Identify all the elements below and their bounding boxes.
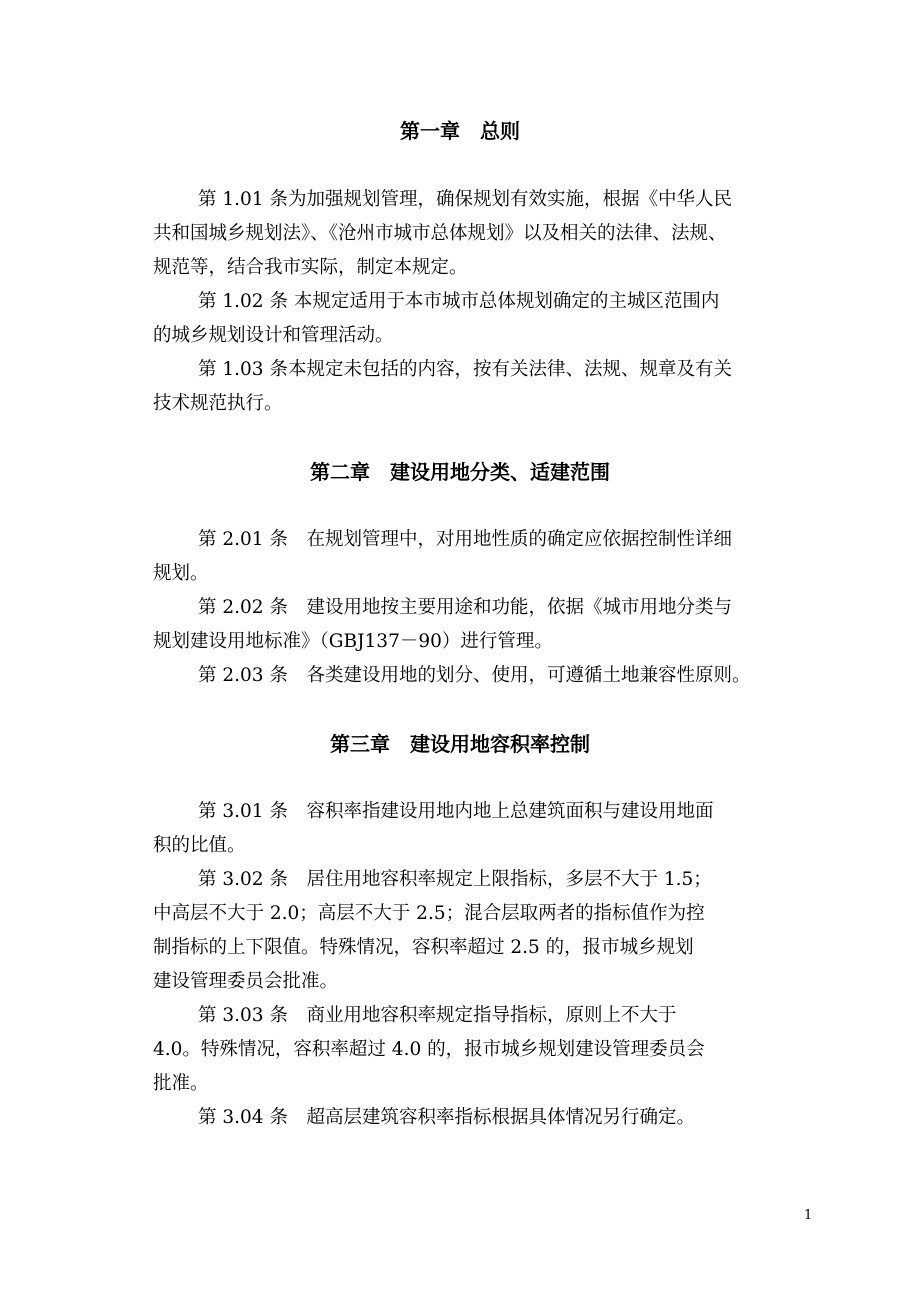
chapter-1-line-1: 第 1.01 条为加强规划管理，确保规划有效实施，根据《中华人民	[198, 189, 732, 210]
chapter-3-line-1: 第 3.01 条 容积率指建设用地内地上总建筑面积与建设用地面	[198, 801, 714, 822]
chapter-1-title: 第一章 总则	[400, 119, 520, 143]
chapter-2-line-1: 第 2.01 条 在规划管理中，对用地性质的确定应依据控制性详细	[198, 529, 732, 550]
chapter-3-line-3: 第 3.02 条 居住用地容积率规定上限指标，多层不大于 1.5；	[198, 869, 712, 890]
chapter-2-line-3: 第 2.02 条 建设用地按主要用途和功能，依据《城市用地分类与	[198, 597, 732, 618]
chapter-3-line-5: 制指标的上下限值。特殊情况，容积率超过 2.5 的，报市城乡规划	[153, 937, 694, 958]
chapter-1-line-7: 技术规范执行。	[153, 393, 283, 414]
chapter-3-title: 第三章 建设用地容积率控制	[330, 732, 590, 756]
chapter-1-line-4: 第 1.02 条 本规定适用于本市城市总体规划确定的主城区范围内	[198, 291, 720, 312]
chapter-3-line-8: 4.0。特殊情况，容积率超过 4.0 的，报市城乡规划建设管理委员会	[153, 1039, 705, 1060]
chapter-3-line-9: 批准。	[153, 1073, 209, 1094]
chapter-3-line-4: 中高层不大于 2.0；高层不大于 2.5；混合层取两者的指标值作为控	[153, 903, 705, 924]
chapter-2-line-2: 规划。	[153, 563, 209, 584]
chapter-1-line-5: 的城乡规划设计和管理活动。	[153, 325, 394, 346]
chapter-2-line-5: 第 2.03 条 各类建设用地的划分、使用，可遵循土地兼容性原则。	[198, 665, 751, 686]
chapter-2-title: 第二章 建设用地分类、适建范围	[310, 460, 610, 484]
chapter-3-line-7: 第 3.03 条 商业用地容积率规定指导指标，原则上不大于	[198, 1005, 677, 1026]
chapter-2-line-4: 规划建设用地标准》（GBJ137－90）进行管理。	[153, 631, 553, 652]
chapter-1-line-2: 共和国城乡规划法》、《沧州市城市总体规划》以及相关的法律、法规、	[153, 223, 727, 244]
chapter-3-line-10: 第 3.04 条 超高层建筑容积率指标根据具体情况另行确定。	[198, 1107, 695, 1128]
page-number: 1	[804, 1208, 813, 1223]
chapter-3-line-6: 建设管理委员会批准。	[153, 971, 339, 992]
chapter-1-line-3: 规范等，结合我市实际，制定本规定。	[153, 257, 468, 278]
chapter-1-line-6: 第 1.03 条本规定未包括的内容，按有关法律、法规、规章及有关	[198, 359, 732, 380]
chapter-3-line-2: 积的比值。	[153, 835, 246, 856]
